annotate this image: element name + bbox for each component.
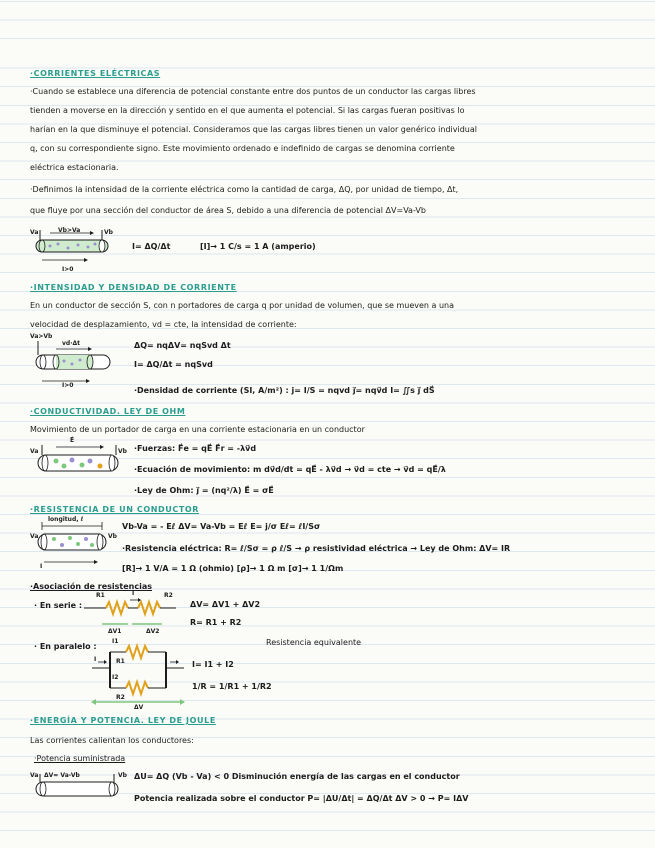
- va-label: Va: [30, 229, 39, 236]
- dv2-label: ΔV2: [146, 628, 160, 635]
- paralelo-label: · En paralelo :: [34, 642, 97, 651]
- heading-corrientes: ·CORRIENTES ELÉCTRICAS: [30, 69, 161, 78]
- potencia-label: ·Potencia suministrada: [34, 754, 126, 763]
- paragraph-line: tienden a moverse en la dirección y sentido en el que aumenta el potencial. Si las cargas fueran positivas lo: [30, 106, 465, 115]
- formula-intensity: I= ΔQ/Δt = nqSvd: [134, 360, 213, 369]
- i2-label: I2: [112, 674, 119, 681]
- potential-relation: Va>Vb: [30, 333, 53, 340]
- formula-intensity: I= ΔQ/Δt: [132, 242, 171, 251]
- formula-potential: Vb-Va = - Eℓ ΔV= Va-Vb = Eℓ E= j/σ Eℓ= ℓI/Sσ: [122, 522, 321, 531]
- paragraph-line: eléctrica estacionaria.: [30, 163, 119, 172]
- paragraph-line: Movimiento de un portador de carga en una corriente estacionaria en un conductor: [30, 425, 365, 434]
- displacement-label: vd·Δt: [62, 340, 80, 347]
- vb-label: Vb: [118, 448, 127, 455]
- formula-charge: ΔQ= nqΔV= nqSvd Δt: [134, 341, 231, 350]
- formula-ohm: ·Ley de Ohm: j⃗ = (nq²/λ) E⃗ = σE⃗: [134, 486, 274, 495]
- current-label: I: [132, 590, 135, 597]
- va-label: Va: [30, 448, 39, 455]
- vb-label: Vb: [108, 533, 117, 540]
- field-label: E⃗: [70, 437, 75, 444]
- formula-series-r: R= R1 + R2: [190, 618, 242, 627]
- paragraph-line: que fluye por una sección del conductor de área S, debido a una diferencia de potencial ΔV=Va-Vb: [30, 206, 426, 215]
- r1-label: R1: [116, 658, 125, 665]
- r2-label: R2: [164, 592, 173, 599]
- paragraph-line: En un conductor de sección S, con n portadores de carga q por unidad de volumen, que se mueven a una: [30, 301, 455, 310]
- dv1-label: ΔV1: [108, 628, 122, 635]
- r1-label: R1: [96, 592, 105, 599]
- current-label: I>0: [62, 382, 74, 389]
- formula-power: Potencia realizada sobre el conductor P= |ΔU/Δt| = ΔQ/Δt ΔV > 0 → P= IΔV: [134, 794, 469, 803]
- formula-resistance: ·Resistencia eléctrica: R= ℓ/Sσ = ρ ℓ/S → ρ resistividad eléctrica → Ley de Ohm: ΔV= IR: [122, 544, 511, 553]
- serie-label: · En serie :: [34, 601, 83, 610]
- parallel-circuit: [88, 640, 188, 712]
- dv-label: ΔV: [134, 704, 144, 711]
- heading-energia: ·ENERGÍA Y POTENCIA. LEY DE JOULE: [30, 716, 216, 725]
- conductor-diagram-3: [28, 437, 128, 487]
- formula-parallel-i: I= I1 + I2: [192, 660, 234, 669]
- formula-energy: ΔU= ΔQ (Vb - Va) < 0 Disminución energía de las cargas en el conductor: [134, 772, 460, 781]
- current-in-label: I: [94, 656, 97, 663]
- i1-label: I1: [112, 638, 119, 645]
- va-label: Va: [30, 533, 39, 540]
- vb-label: Vb: [104, 229, 113, 236]
- equivalent-resistance-label: Resistencia equivalente: [266, 638, 362, 647]
- potential-relation: Vb>Va: [58, 227, 81, 234]
- heading-resistencia: ·RESISTENCIA DE UN CONDUCTOR: [30, 505, 200, 514]
- formula-series-dv: ΔV= ΔV1 + ΔV2: [190, 600, 261, 609]
- formula-units: [R]→ 1 V/A = 1 Ω (ohmio) [ρ]→ 1 Ω m [σ]→ 1 1/Ωm: [122, 564, 344, 573]
- length-label: longitud, ℓ: [48, 516, 84, 523]
- heading-asociacion: ·Asociación de resistencias: [30, 582, 152, 591]
- current-label: I: [40, 563, 43, 570]
- formula-forces: ·Fuerzas: F⃗e = qE⃗ F⃗r = -λv⃗d: [134, 444, 257, 453]
- heading-intensidad: ·INTENSIDAD Y DENSIDAD DE CORRIENTE: [30, 283, 237, 292]
- dv-label: ΔV= Va-Vb: [44, 772, 80, 779]
- r2-label: R2: [116, 694, 125, 701]
- paragraph-line: ·Cuando se establece una diferencia de potencial constante entre dos puntos de un conductor las cargas libres: [30, 87, 476, 96]
- paragraph-line: harían en la que disminuye el potencial. Consideramos que las cargas libres tienen un valor genérico individual: [30, 125, 477, 134]
- vb-label: Vb: [118, 772, 127, 779]
- paragraph-line: velocidad de desplazamiento, vd = cte, la intensidad de corriente:: [30, 320, 297, 329]
- formula-units: [I]→ 1 C/s = 1 A (amperio): [200, 242, 316, 251]
- paragraph-line: q, con su correspondiente signo. Este movimiento ordenado e indefinido de cargas se denomina corriente: [30, 144, 455, 153]
- formula-density: ·Densidad de corriente (SI, A/m²) : j= I/S = nqvd j⃗= nqv⃗d I= ∬s j⃗ dS⃗: [134, 386, 435, 395]
- formula-parallel-r: 1/R = 1/R1 + 1/R2: [192, 682, 272, 691]
- paragraph-line: Las corrientes calientan los conductores:: [30, 736, 194, 745]
- va-label: Va: [30, 772, 39, 779]
- current-label: I>0: [62, 266, 74, 273]
- heading-conductividad: ·CONDUCTIVIDAD. LEY DE OHM: [30, 407, 186, 416]
- formula-motion: ·Ecuación de movimiento: m dv⃗d/dt = qE⃗ - λv⃗d → v⃗d = cte → v⃗d = qE⃗/λ: [134, 465, 446, 474]
- paragraph-line: ·Definimos la intensidad de la corriente eléctrica como la cantidad de carga, ΔQ, por unidad de tiempo, Δt,: [30, 185, 459, 194]
